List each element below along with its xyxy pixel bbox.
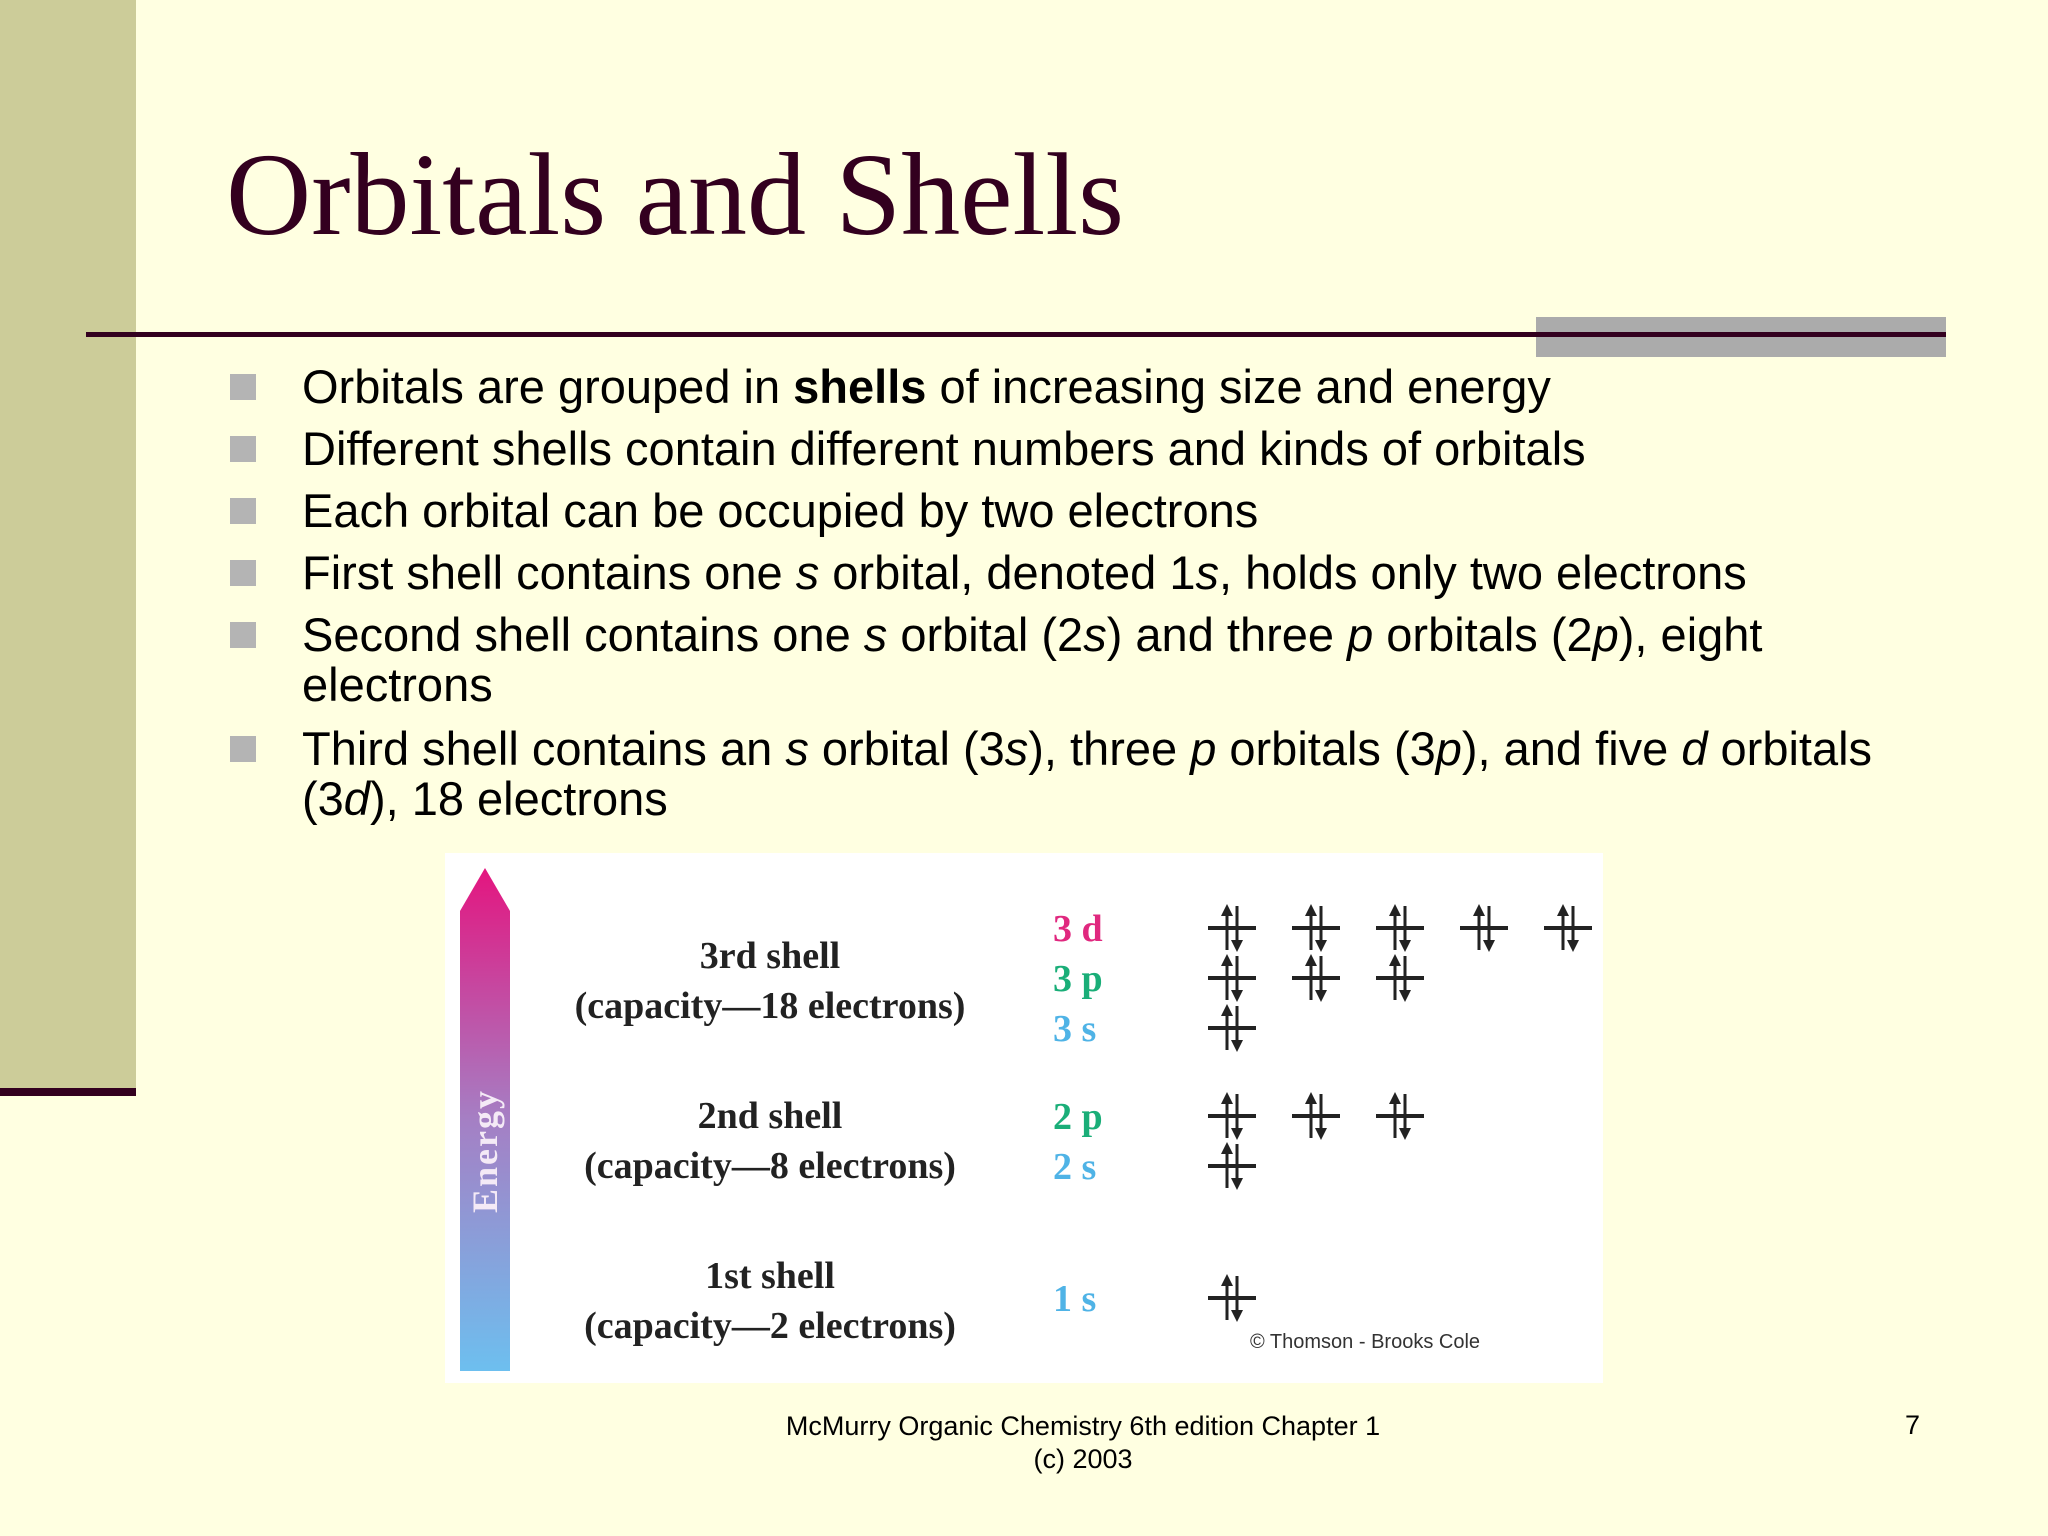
subshell-label-2s: 2 s (1053, 1146, 1097, 1188)
spin-up-arrow-icon (1305, 1092, 1317, 1104)
electron-pair-icon (1376, 904, 1424, 952)
spin-up-arrow-icon (1221, 1274, 1233, 1286)
spin-down-arrow-icon (1231, 990, 1243, 1002)
energy-axis-label: Energy (465, 1089, 505, 1213)
electron-pair-icon (1208, 954, 1256, 1002)
spin-down-arrow-icon (1315, 1128, 1327, 1140)
subshell-label-3s: 3 s (1053, 1008, 1097, 1050)
subshell-label-2p: 2 p (1053, 1096, 1103, 1138)
bullet-marker (230, 560, 256, 586)
bullet-marker (230, 374, 256, 400)
bullet-text: Each orbital can be occupied by two electrons (302, 484, 1259, 537)
bullet-item (228, 610, 1948, 710)
electron-pair-icon (1208, 904, 1256, 952)
spin-down-arrow-icon (1231, 1310, 1243, 1322)
subshell-label-3p: 3 p (1053, 958, 1103, 1000)
spin-up-arrow-icon (1305, 904, 1317, 916)
spin-up-arrow-icon (1221, 1142, 1233, 1154)
spin-down-arrow-icon (1315, 990, 1327, 1002)
spin-down-arrow-icon (1483, 940, 1495, 952)
subshell-label-3d: 3 d (1053, 908, 1103, 950)
spin-up-arrow-icon (1389, 954, 1401, 966)
shell-name: 3rd shell (699, 935, 841, 977)
electron-pair-icon (1376, 954, 1424, 1002)
shell-capacity: (capacity—8 electrons) (584, 1145, 956, 1187)
spin-down-arrow-icon (1399, 940, 1411, 952)
shell-capacity: (capacity—18 electrons) (574, 985, 966, 1027)
slide-title: Orbitals and Shells (226, 129, 1125, 260)
electron-pair-icon (1208, 1274, 1256, 1322)
electron-pair-icon (1292, 904, 1340, 952)
bullet-item (228, 486, 1948, 536)
electron-pair-icon (1292, 1092, 1340, 1140)
electron-pair-icon (1208, 1142, 1256, 1190)
page-number: 7 (1904, 1410, 1920, 1440)
bullet-text: Orbitals are grouped in shells of increasing size and energy (302, 360, 1551, 413)
shell-label-2nd (510, 1091, 1030, 1191)
side-decor-bar-edge (0, 1088, 136, 1096)
spin-down-arrow-icon (1231, 940, 1243, 952)
spin-down-arrow-icon (1399, 1128, 1411, 1140)
bullet-text: Third shell contains an s orbital (3s), three p orbitals (3p), and five d orbitals (3d), 18 electrons (302, 722, 1873, 825)
electron-pair-icon (1208, 1092, 1256, 1140)
spin-up-arrow-icon (1389, 1092, 1401, 1104)
spin-up-arrow-icon (1473, 904, 1485, 916)
slide-footer (700, 1410, 1466, 1476)
spin-down-arrow-icon (1567, 940, 1579, 952)
shell-name: 1st shell (705, 1255, 835, 1297)
spin-down-arrow-icon (1231, 1128, 1243, 1140)
spin-down-arrow-icon (1231, 1040, 1243, 1052)
image-credit: © Thomson - Brooks Cole (1250, 1331, 1481, 1353)
spin-up-arrow-icon (1221, 904, 1233, 916)
bullet-text: Different shells contain different numbers and kinds of orbitals (302, 422, 1586, 475)
bullet-item (228, 424, 1948, 474)
side-decor-bar (0, 0, 136, 1088)
bullet-item (228, 362, 1948, 412)
shell-capacity: (capacity—2 electrons) (584, 1305, 956, 1347)
electron-pair-icon (1460, 904, 1508, 952)
bullet-text: Second shell contains one s orbital (2s) and three p orbitals (2p), eight electrons (302, 608, 1763, 711)
spin-down-arrow-icon (1315, 940, 1327, 952)
bullet-item (228, 548, 1948, 598)
shell-name: 2nd shell (697, 1095, 843, 1137)
footer-line: (c) 2003 (1033, 1444, 1133, 1474)
bullet-marker (230, 436, 256, 462)
subshell-label-1s: 1 s (1053, 1278, 1097, 1320)
electron-pair-icon (1208, 1004, 1256, 1052)
spin-up-arrow-icon (1305, 954, 1317, 966)
bullet-item (228, 724, 1948, 824)
spin-up-arrow-icon (1221, 954, 1233, 966)
bullet-marker (230, 498, 256, 524)
title-rule-accent (1536, 317, 1946, 357)
spin-up-arrow-icon (1221, 1004, 1233, 1016)
orbital-boxes (1208, 904, 1592, 1322)
shell-label-3rd (510, 931, 1030, 1031)
shell-label-1st (510, 1251, 1030, 1351)
spin-up-arrow-icon (1221, 1092, 1233, 1104)
electron-pair-icon (1376, 1092, 1424, 1140)
bullet-marker (230, 622, 256, 648)
spin-down-arrow-icon (1231, 1178, 1243, 1190)
bullet-marker (230, 736, 256, 762)
electron-pair-icon (1292, 954, 1340, 1002)
spin-down-arrow-icon (1399, 990, 1411, 1002)
electron-pair-icon (1544, 904, 1592, 952)
spin-up-arrow-icon (1557, 904, 1569, 916)
title-rule (86, 332, 1946, 337)
bullet-text: First shell contains one s orbital, denoted 1s, holds only two electrons (302, 546, 1747, 599)
bullet-list (228, 362, 1948, 838)
footer-line: McMurry Organic Chemistry 6th edition Chapter 1 (785, 1411, 1381, 1441)
orbital-shell-diagram (445, 853, 1603, 1383)
spin-up-arrow-icon (1389, 904, 1401, 916)
